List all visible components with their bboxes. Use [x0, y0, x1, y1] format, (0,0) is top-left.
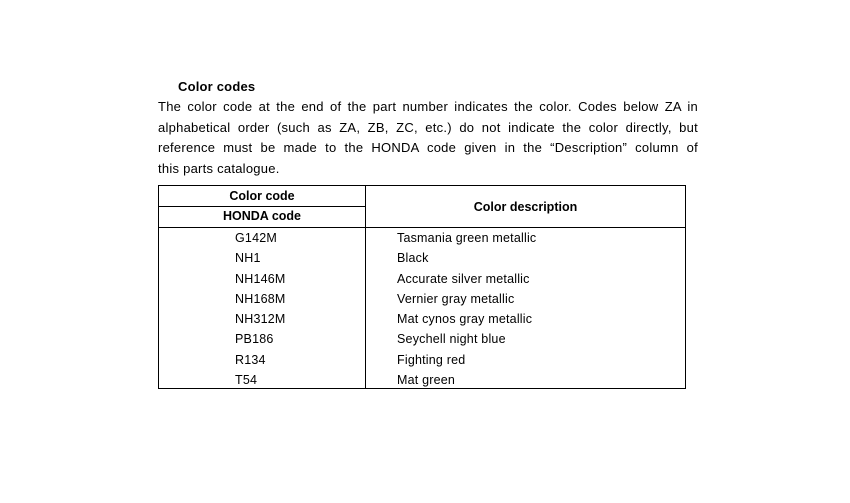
table-row: [159, 351, 685, 371]
color-code-cell: R134: [235, 352, 266, 367]
color-description-cell: Tasmania green metallic: [397, 231, 537, 245]
color-code-cell: NH1: [235, 251, 261, 266]
color-code-cell: T54: [235, 373, 258, 388]
intro-line: reference must be made to the HONDA code given in the “Description” column of: [158, 140, 698, 155]
color-code-cell: PB186: [235, 332, 274, 347]
table-row: [159, 330, 685, 350]
color-code-cell: NH146M: [235, 271, 286, 286]
color-description-cell: Mat cynos gray metallic: [397, 312, 533, 327]
intro-line: this parts catalogue.: [158, 160, 280, 176]
color-description-cell: Vernier gray metallic: [397, 291, 515, 306]
color-code-table: [158, 185, 686, 389]
section-title: Color codes: [178, 79, 256, 94]
color-code-cell: NH312M: [235, 312, 286, 327]
color-description-cell: Mat green: [397, 373, 456, 388]
color-code-cell: G142M: [235, 231, 277, 245]
color-description-cell: Fighting red: [397, 352, 466, 367]
header-bottom-border: [159, 227, 685, 228]
intro-paragraph: [158, 97, 698, 179]
header-divider: [159, 206, 365, 207]
table-row: [159, 249, 685, 269]
intro-line: The color code at the end of the part number indicates the color. Codes below ZA in: [158, 99, 698, 114]
color-description-cell: Accurate silver metallic: [397, 271, 530, 286]
header-color-description: Color description: [473, 200, 578, 214]
table-row: [159, 270, 685, 290]
color-code-cell: NH168M: [235, 291, 286, 306]
table-row: [159, 310, 685, 330]
header-color-code: Color code: [229, 189, 295, 203]
color-description-cell: Seychell night blue: [397, 332, 506, 347]
intro-line: alphabetical order (such as ZA, ZB, ZC, etc.) do not indicate the color directly, but: [158, 119, 698, 135]
table-body: [159, 229, 685, 391]
table-row: [159, 290, 685, 310]
header-honda-code: HONDA code: [222, 209, 301, 223]
color-description-cell: Black: [397, 251, 429, 266]
table-row: [159, 229, 685, 249]
table-row: [159, 371, 685, 391]
